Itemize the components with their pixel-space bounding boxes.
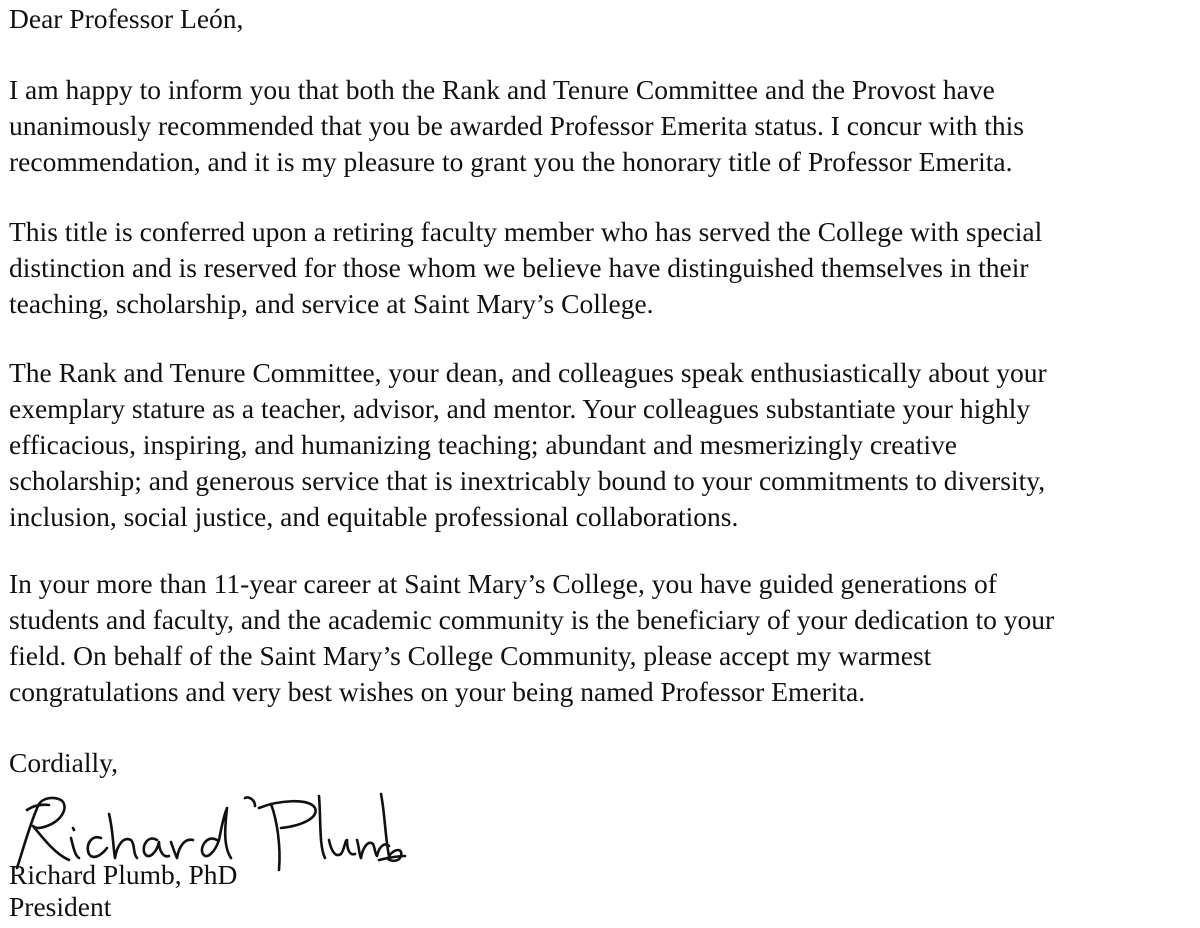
paragraph-line: exemplary stature as a teacher, advisor, and mentor. Your colleagues substantiate your highly — [9, 393, 1031, 424]
paragraph-line: inclusion, social justice, and equitable professional collaborations. — [9, 501, 739, 532]
paragraph-line: students and faculty, and the academic community is the beneficiary of your dedication to your — [9, 604, 1055, 635]
signer-title: President — [9, 891, 112, 922]
paragraph-2 — [9, 214, 1194, 322]
paragraph-line: field. On behalf of the Saint Mary’s College Community, please accept my warmest — [9, 640, 932, 671]
paragraph-line: This title is conferred upon a retiring faculty member who has served the College with special — [9, 216, 1043, 247]
paragraph-line: teaching, scholarship, and service at Saint Mary’s College. — [9, 288, 654, 319]
paragraph-line: unanimously recommended that you be awarded Professor Emerita status. I concur with this — [9, 110, 1024, 141]
paragraph-1 — [9, 72, 1194, 180]
paragraph-line: distinction and is reserved for those whom we believe have distinguished themselves in their — [9, 252, 1029, 283]
paragraph-line: In your more than 11-year career at Saint Mary’s College, you have guided generations of — [9, 568, 997, 599]
closing: Cordially, — [9, 747, 118, 778]
paragraph-line: recommendation, and it is my pleasure to grant you the honorary title of Professor Emerita. — [9, 146, 1013, 177]
paragraph-line: I am happy to inform you that both the Rank and Tenure Committee and the Provost have — [9, 74, 995, 105]
paragraph-3 — [9, 355, 1194, 535]
paragraph-line: congratulations and very best wishes on your being named Professor Emerita. — [9, 676, 866, 707]
paragraph-line: The Rank and Tenure Committee, your dean, and colleagues speak enthusiastically about your — [9, 357, 1047, 388]
signer-name: Richard Plumb, PhD — [9, 859, 238, 890]
paragraph-line: scholarship; and generous service that is inextricably bound to your commitments to diversity, — [9, 465, 1046, 496]
paragraph-line: efficacious, inspiring, and humanizing teaching; abundant and mesmerizingly creative — [9, 429, 957, 460]
paragraph-4 — [9, 566, 1194, 710]
salutation: Dear Professor León, — [9, 3, 244, 34]
